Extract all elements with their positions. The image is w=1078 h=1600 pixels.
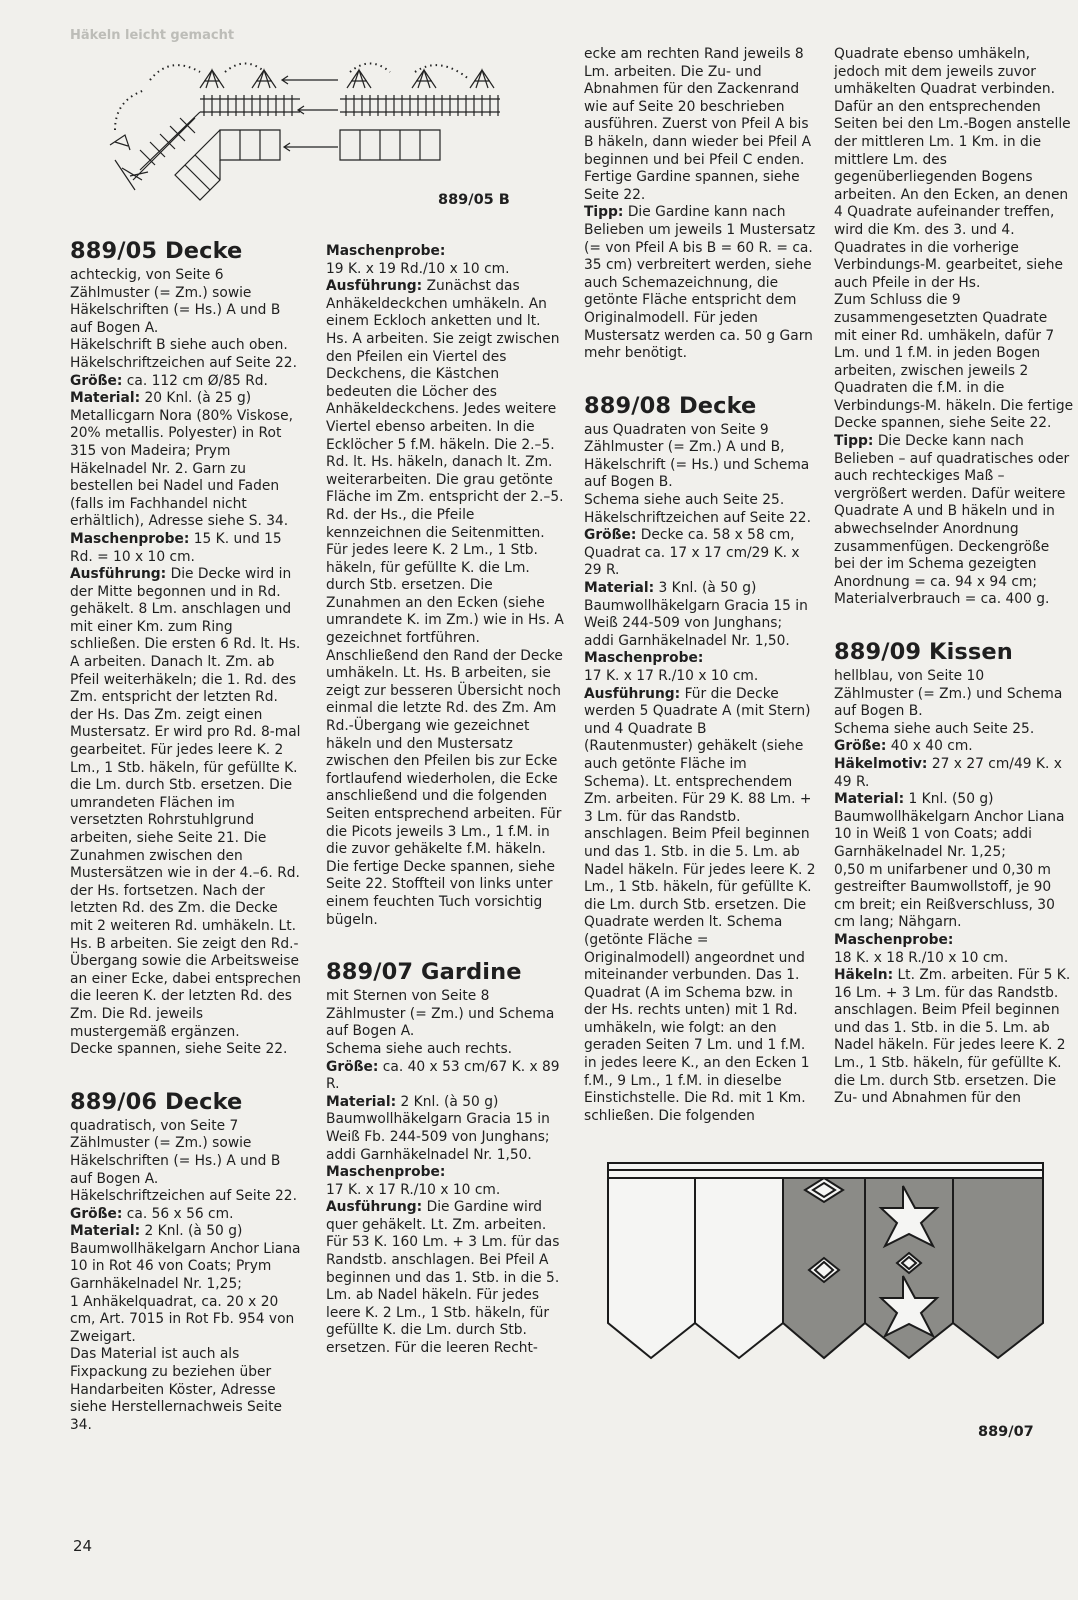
value: Die Decke kann nach Belieben – auf quadratisches oder auch rechteckiges Maß – vergrößert werden. Dafür weitere Quadrate A und B häkeln und in abwechselnder Anordnung zusammenfügen. Deckengröße bei der im Schema gezeigten Anordnung = ca. 94 x 94 cm; Materialverbrauch = ca. 400 g. [834, 433, 1070, 608]
text: Häkelschriftzeichen auf Seite 22. [584, 509, 811, 526]
text: Zählmuster (= Zm.) und Schema auf Bogen B. [834, 685, 1063, 720]
column-2 [326, 243, 564, 1358]
size-line [70, 373, 302, 391]
value: Die Decke wird in der Mitte begonnen und in Rd. gehäkelt. 8 Lm. anschlagen und mit einer Km. zum Ring schließen. Die ersten 6 Rd. lt. Hs. A arbeiten. Danach lt. Zm. ab Pfeil weiterhäkeln; die 1. Rd. des Zm. entspricht der letzten Rd. der Hs. Das Zm. zeigt einen Mustersatz. Er wird pro Rd. 8-mal gearbeitet. Für jedes leere K. 2 Lm., 1 Stb. häkeln, für gefüllte K. die Lm. durch Stb. ersetzen. Die umrandeten Flächen im versetzten Rohrstuhlgrund arbeiten, siehe Seite 21. Die Zunahmen zwischen den Mustersätzen wie in der 4.–6. Rd. der Hs. fortsetzen. Nach der letzten Rd. des Zm. die Decke mit 2 weiteren Rd. umhäkeln. Lt. Hs. B arbeiten. Sie zeigt den Rd.-Übergang sowie die Arbeitsweise an einer Ecke, dabei entsprechen die leeren K. der letzten Rd. des Zm. Die Rd. jeweils mustergemäß ergänzen. [70, 566, 301, 1040]
instructions [584, 686, 816, 1126]
value: 20 Knl. (à 25 g) Metallicgarn Nora (80% Viskose, 20% metallis. Polyester) in Rot 315 von Madeira; Prym Häkelnadel Nr. 2. Garn zu bestellen bei Nadel und Faden (falls im Fachhandel nicht erhältlich), Adresse siehe S. 34. [70, 390, 293, 530]
material-line [834, 791, 1074, 861]
label: Material: [834, 791, 905, 808]
instructions [70, 566, 302, 1041]
value: 2 Knl. (à 50 g) Baumwollhäkelgarn Gracia 15 in Weiß Fb. 244-509 von Junghans; addi Garnhäkelnadel Nr. 1,50. [326, 1093, 550, 1163]
label: Größe: [326, 1058, 379, 1075]
label: Maschenprobe: [834, 931, 954, 948]
section-title-889-07: 889/07 Gardine [326, 959, 522, 986]
gauge-line [584, 650, 816, 685]
value: Für die Decke werden 5 Quadrate A (mit Stern) und 4 Quadrate B (Rautenmuster) gehäkelt (siehe auch getönte Fläche im Schema). Lt. entsprechendem Zm. arbeiten. Für 29 K. 88 Lm. + 3 Lm. für das Randstb. anschlagen. Beim Pfeil beginnen und das 1. Stb. in die 5. Lm. ab Nadel häkeln. Für jedes leere K. 2 Lm., 1 Stb. häkeln, für gefüllte K. die Lm. durch Stb. ersetzen. Die Quadrate werden lt. Schema (getönte Fläche = Originalmodell) angeordnet und miteinander verbunden. Das 1. Quadrat (A im Schema bzw. in der Hs. rechts unten) mit 1 Rd. umhäkeln, wie folgt: an den geraden Seiten 7 Lm. und 1 f.M. in jedes leere K., an den Ecken 1 f.M., 9 Lm., 1 f.M. in dieselbe Einstichstelle. Die Rd. mit 1 Km. schließen. Die folgenden [584, 685, 816, 1124]
label: Größe: [70, 1205, 123, 1222]
label: Maschenprobe: [584, 650, 704, 667]
text: Decke spannen, siehe Seite 22. [70, 1041, 288, 1058]
label: Häkeln: [834, 967, 894, 984]
figure-label-889-07: 889/07 [978, 1424, 1034, 1440]
label: Material: [70, 1223, 141, 1240]
value: Lt. Zm. arbeiten. Für 5 K. 16 Lm. + 3 Lm. für das Randstb. anschlagen. Beim Pfeil beginnen und das 1. Stb. in die 5. Lm. ab Nadel häkeln. Für jedes leere K. 2 Lm., 1 Stb. häkeln, für gefüllte K. die Lm. durch Stb. ersetzen. Die Zu- und Abnahmen für den [834, 967, 1071, 1107]
label: Material: [584, 580, 655, 597]
instructions [834, 967, 1074, 1108]
column-4 [834, 46, 1074, 1108]
text: achteckig, von Seite 6 [70, 267, 224, 283]
value: Zunächst das Anhäkeldeckchen umhäkeln. An einem Eckloch anketten und lt. Hs. A arbeiten. Sie zeigt zwischen den Pfeilen ein Viertel des Deckchens, die Kästchen bedeuten die Löcher des Anhäkeldeckchens. Jedes weitere Viertel ebenso arbeiten. In die Ecklöcher 5 f.M. häkeln. Die 2.–5. Rd. lt. Hs. häkeln, danach lt. Zm. weiterarbeiten. Die grau getönte Fläche im Zm. entspricht der 2.–5. Rd. der Hs., die Pfeile kennzeichnen die Seitenmitten. Für jedes leere K. 2 Lm., 1 Stb. häkeln, für gefüllte K. die Lm. durch Stb. ersetzen. Die Zunahmen an den Ecken (siehe umrandete K. im Zm.) wie in Hs. A gezeichnet fortführen. [326, 278, 564, 647]
gauge-line [70, 531, 302, 566]
material-line [326, 1094, 564, 1164]
material-line [70, 1223, 302, 1293]
text: Schema siehe auch Seite 25. [834, 720, 1035, 737]
label: Maschenprobe: [326, 1164, 446, 1181]
text: hellblau, von Seite 10 [834, 668, 985, 684]
value: Die Gardine wird quer gehäkelt. Lt. Zm. arbeiten. Für 53 K. 160 Lm. + 3 Lm. für das Randstb. anschlagen. Bei Pfeil A beginnen und das 1. Stb. in die 5. Lm. ab Nadel häkeln. Für jedes leere K. 2 Lm., 1 Stb. häkeln, für gefüllte K. die Lm. durch Stb. ersetzen. Für die leeren Recht- [326, 1199, 560, 1357]
text: Fertige Gardine spannen, siehe Seite 22. [584, 169, 800, 203]
label: Ausführung: [326, 278, 423, 295]
gauge-line [326, 243, 564, 278]
value: Die Gardine kann nach Belieben um jeweils 1 Mustersatz (= von Pfeil A bis B = 60 R. = ca. 35 cm) verbreitert werden, siehe auch Schemazeichnung, die getönte Fläche entspricht dem Originalmodell. Für jeden Mustersatz werden ca. 50 g Garn mehr benötigt. [584, 204, 816, 362]
value: 19 K. x 19 Rd./10 x 10 cm. [326, 260, 510, 277]
value: 15 K. und 15 Rd. = 10 x 10 cm. [70, 530, 282, 565]
instructions [326, 278, 564, 647]
label: Tipp: [834, 433, 874, 450]
value: 3 Knl. (à 50 g) Baumwollhäkelgarn Gracia 15 in Weiß 244-509 von Junghans; addi Garnhäkelnadel Nr. 1,50. [584, 580, 808, 649]
text: Häkelschrift B siehe auch oben. [70, 337, 288, 354]
motif-line [834, 756, 1074, 791]
text: mit Sternen von Seite 8 [326, 988, 490, 1005]
column-3 [584, 46, 816, 1125]
text: Zum Schluss die 9 zusammengesetzten Quadrate mit einer Rd. umhäkeln, dafür 7 Lm. und 1 f.M. in jeden Bogen arbeiten, zwischen jeweils 2 Quadraten die f.M. in die Verbindungs-M. häkeln. Die fertige Decke spannen, siehe Seite 22. [834, 292, 1074, 432]
value: 17 K. x 17 R./10 x 10 cm. [584, 668, 759, 684]
text: Schema siehe auch Seite 25. [584, 492, 785, 509]
size-line [326, 1059, 564, 1094]
value: Decke ca. 58 x 58 cm, Quadrat ca. 17 x 17 cm/29 K. x 29 R. [584, 527, 800, 579]
value: 2 Knl. (à 50 g) Baumwollhäkelgarn Anchor Liana 10 in Rot 46 von Coats; Prym Garnhäkelnadel Nr. 1,25; [70, 1223, 301, 1293]
section-title-889-06: 889/06 Decke [70, 1088, 243, 1115]
text: Häkelschriftzeichen auf Seite 22. [70, 1188, 297, 1205]
value: 18 K. x 18 R./10 x 10 cm. [834, 949, 1009, 966]
size-line [834, 738, 1074, 756]
text: Häkelschriftzeichen auf Seite 22. [70, 354, 297, 371]
value: ca. 56 x 56 cm. [126, 1205, 234, 1222]
figure-label-889-05-b: 889/05 B [438, 192, 510, 208]
text: Quadrate ebenso umhäkeln, jedoch mit dem jeweils zuvor umhäkelten Quadrat verbinden. Dafür an den entsprechenden Seiten bei den Lm.-Bogen anstelle der mittleren Lm. 1 Km. in die mittlere Lm. des gegenüberliegenden Bogens arbeiten. An den Ecken, an denen 4 Quadrate aufeinander treffen, wird die Km. des 3. und 4. Quadrates in die vorherige Verbindungs-M. gearbeitet, siehe auch Pfeile in der Hs. [834, 46, 1071, 291]
column-1 [70, 238, 302, 1434]
size-line [70, 1206, 302, 1224]
instructions [326, 1199, 564, 1357]
tip [834, 433, 1074, 609]
text: Die fertige Decke spannen, siehe Seite 22. Stoffteil von links unter einem feuchten Tuch vorsichtig bügeln. [326, 858, 555, 928]
text: Das Material ist auch als Fixpackung zu beziehen über Handarbeiten Köster, Adresse siehe Herstellernachweis Seite 34. [70, 1346, 283, 1433]
value: ca. 40 x 53 cm/67 K. x 89 R. [326, 1058, 560, 1093]
tip [584, 204, 816, 362]
text: Zählmuster (= Zm.) und Schema auf Bogen A. [326, 1005, 555, 1040]
label: Größe: [70, 372, 123, 389]
label: Ausführung: [584, 685, 681, 702]
label: Maschenprobe: [70, 530, 190, 547]
gauge-line [326, 1164, 564, 1199]
text: Zählmuster (= Zm.) A und B, Häkelschrift (= Hs.) und Schema auf Bogen B. [584, 439, 810, 491]
label: Material: [326, 1093, 397, 1110]
section-title-889-09: 889/09 Kissen [834, 639, 1013, 665]
text: aus Quadraten von Seite 9 [584, 421, 769, 438]
text: ecke am rechten Rand jeweils 8 Lm. arbeiten. Die Zu- und Abnahmen für den Zackenrand wie auf Seite 20 beschrieben ausführen. Zuerst von Pfeil A bis B häkeln, dann wieder bei Pfeil A beginnen und bei Pfeil C enden. [584, 46, 812, 168]
label: Tipp: [584, 204, 624, 221]
label: Häkelmotiv: [834, 755, 928, 772]
text: Anschließend den Rand der Decke umhäkeln. Lt. Hs. B arbeiten, sie zeigt zur besseren Übersicht noch einmal die letzte Rd. des Zm. Am Rd.-Übergang wie gezeichnet häkeln und den Mustersatz zwischen den Pfeilen bis zur Ecke fortlaufend wiederholen, die Ecke anschließend und die folgenden Seiten entsprechend arbeiten. Für die Picots jeweils 3 Lm., 1 f.M. in die zuvor gehäkelte f.M. häkeln. [326, 647, 563, 858]
text: 0,50 m unifarbener und 0,30 m gestreifter Baumwollstoff, je 90 cm breit; ein Reißverschluss, 30 cm lang; Nähgarn. [834, 861, 1055, 931]
material-line [70, 390, 302, 531]
size-line [584, 527, 816, 580]
section-title-889-05: 889/05 Decke [70, 238, 243, 264]
page-number: 24 [73, 1537, 93, 1555]
text: Zählmuster (= Zm.) sowie Häkelschriften (= Hs.) A und B auf Bogen A. [70, 1135, 281, 1187]
value: 17 K. x 17 R./10 x 10 cm. [326, 1181, 501, 1198]
label: Ausführung: [326, 1199, 423, 1216]
label: Ausführung: [70, 566, 167, 583]
material-line [584, 580, 816, 650]
page-watermark: Häkeln leicht gemacht [70, 28, 235, 43]
value: 40 x 40 cm. [890, 738, 973, 755]
label: Material: [70, 390, 141, 407]
curtain-schema-889-07 [603, 1158, 1049, 1370]
label: Maschenprobe: [326, 243, 446, 259]
value: 27 x 27 cm/49 K. x 49 R. [834, 755, 1062, 790]
value: 1 Knl. (50 g) Baumwollhäkelgarn Anchor Liana 10 in Weiß 1 von Coats; addi Garnhäkelnadel Nr. 1,25; [834, 791, 1065, 860]
label: Größe: [834, 738, 887, 755]
text: quadratisch, von Seite 7 [70, 1117, 239, 1134]
gauge-line [834, 932, 1074, 967]
text: 1 Anhäkelquadrat, ca. 20 x 20 cm, Art. 7015 in Rot Fb. 954 von Zweigart. [70, 1293, 295, 1345]
text: Zählmuster (= Zm.) sowie Häkelschriften (= Hs.) A und B auf Bogen A. [70, 284, 281, 336]
value: ca. 112 cm Ø/85 Rd. [126, 372, 268, 389]
section-title-889-08: 889/08 Decke [584, 392, 757, 419]
label: Größe: [584, 527, 637, 544]
text: Schema siehe auch rechts. [326, 1040, 513, 1057]
